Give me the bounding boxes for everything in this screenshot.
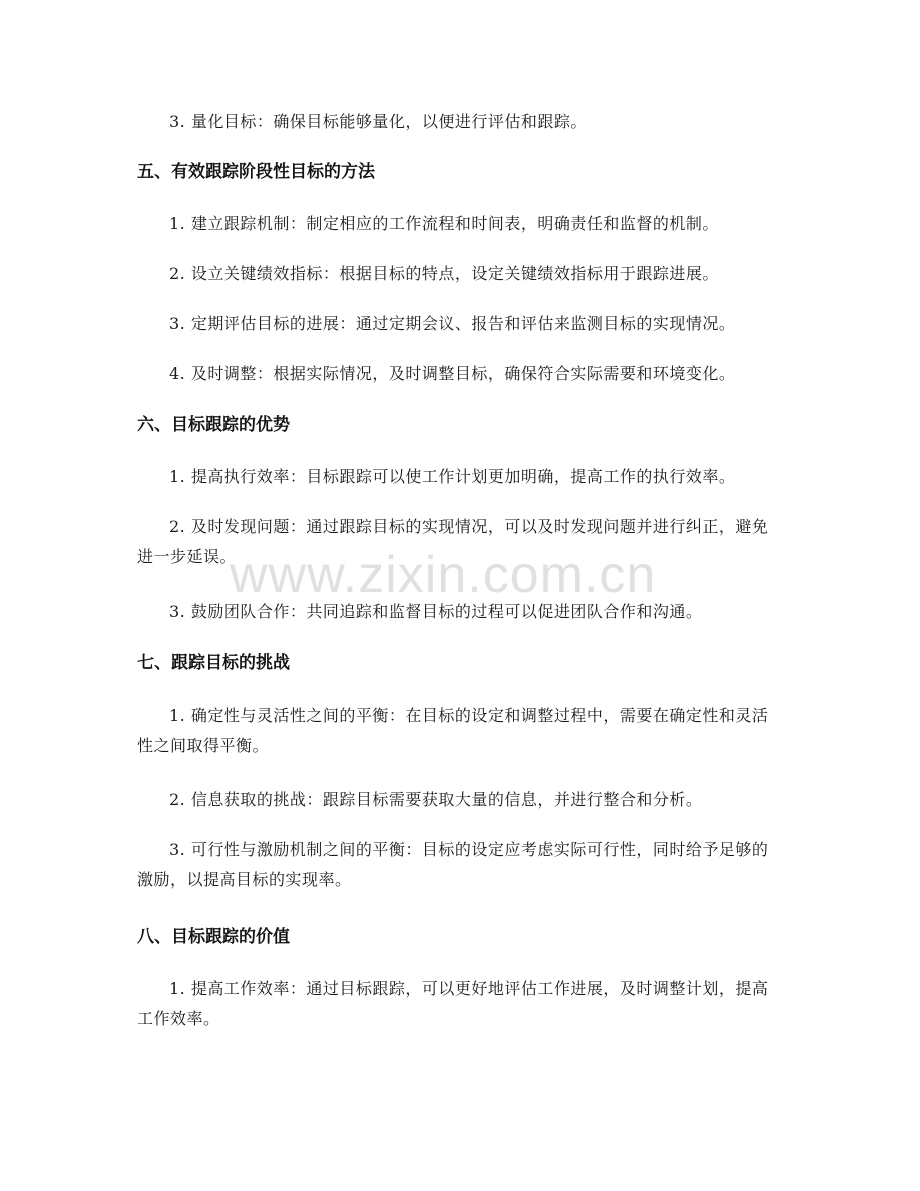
section-6-heading: 六、目标跟踪的优势 bbox=[137, 415, 290, 435]
section-7-heading: 七、跟踪目标的挑战 bbox=[137, 653, 290, 673]
section-7-item-1: 1. 确定性与灵活性之间的平衡：在目标的设定和调整过程中，需要在确定性和灵活性之间取得平衡。 bbox=[137, 706, 769, 755]
section-8-item-1: 1. 提高工作效率：通过目标跟踪，可以更好地评估工作进展，及时调整计划，提高工作效率。 bbox=[137, 979, 769, 1028]
section-6-item-1: 1. 提高执行效率：目标跟踪可以使工作计划更加明确，提高工作的执行效率。 bbox=[169, 467, 736, 486]
watermark: www.zixin.com.cn bbox=[230, 546, 657, 604]
section-5-item-2: 2. 设立关键绩效指标：根据目标的特点，设定关键绩效指标用于跟踪进展。 bbox=[169, 264, 719, 283]
section-7-item-2: 2. 信息获取的挑战：跟踪目标需要获取大量的信息，并进行整合和分析。 bbox=[169, 790, 703, 809]
section-5-item-4: 4. 及时调整：根据实际情况，及时调整目标，确保符合实际需要和环境变化。 bbox=[169, 364, 736, 383]
section-6-item-3: 3. 鼓励团队合作：共同追踪和监督目标的过程可以促进团队合作和沟通。 bbox=[169, 602, 703, 621]
section-5-heading: 五、有效跟踪阶段性目标的方法 bbox=[137, 162, 375, 182]
section-6-item-2: 2. 及时发现问题：通过跟踪目标的实现情况，可以及时发现问题并进行纠正，避免进一步延误。 bbox=[137, 517, 769, 566]
paragraph-quantify-goal: 3. 量化目标：确保目标能够量化，以便进行评估和跟踪。 bbox=[169, 112, 587, 131]
section-5-item-1: 1. 建立跟踪机制：制定相应的工作流程和时间表，明确责任和监督的机制。 bbox=[169, 214, 719, 233]
section-7-item-3: 3. 可行性与激励机制之间的平衡：目标的设定应考虑实际可行性，同时给予足够的激励，以提高目标的实现率。 bbox=[137, 840, 769, 889]
section-5-item-3: 3. 定期评估目标的进展：通过定期会议、报告和评估来监测目标的实现情况。 bbox=[169, 314, 736, 333]
section-8-heading: 八、目标跟踪的价值 bbox=[137, 927, 290, 947]
